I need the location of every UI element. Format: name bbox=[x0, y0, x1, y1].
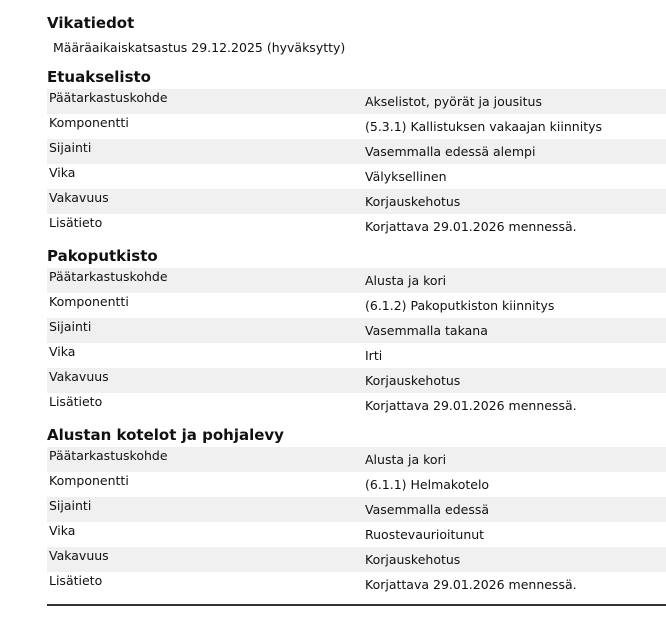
defect-row-severity bbox=[47, 368, 666, 393]
defect-row-additional-info bbox=[47, 214, 666, 239]
defect-section bbox=[47, 66, 666, 239]
defect-row-fault bbox=[47, 164, 666, 189]
defect-row-main-item bbox=[47, 447, 666, 472]
row-value: Alusta ja kori bbox=[365, 452, 447, 467]
defect-row-fault bbox=[47, 343, 666, 368]
defect-row-location bbox=[47, 139, 666, 164]
defect-row-additional-info bbox=[47, 393, 666, 418]
row-label: Lisätieto bbox=[49, 394, 103, 409]
defect-row-main-item bbox=[47, 268, 666, 293]
inspection-summary: Määräaikaiskatsastus 29.12.2025 (hyväksytty) bbox=[53, 40, 346, 55]
row-value: Irti bbox=[365, 348, 383, 363]
row-value: Korjauskehotus bbox=[365, 194, 461, 209]
row-value: Ruostevaurioitunut bbox=[365, 527, 485, 542]
row-value: Korjauskehotus bbox=[365, 373, 461, 388]
row-value: Alusta ja kori bbox=[365, 273, 447, 288]
section-title: Alustan kotelot ja pohjalevy bbox=[47, 426, 284, 444]
row-value: Välyksellinen bbox=[365, 169, 447, 184]
defect-section bbox=[47, 424, 666, 597]
section-title: Pakoputkisto bbox=[47, 247, 158, 265]
row-label: Vakavuus bbox=[49, 369, 109, 384]
defect-row-severity bbox=[47, 547, 666, 572]
defect-row-severity bbox=[47, 189, 666, 214]
row-label: Vika bbox=[49, 165, 76, 180]
row-label: Vika bbox=[49, 523, 76, 538]
row-label: Sijainti bbox=[49, 319, 92, 334]
row-value: Vasemmalla takana bbox=[365, 323, 488, 338]
row-label: Sijainti bbox=[49, 498, 92, 513]
defect-row-fault bbox=[47, 522, 666, 547]
defect-row-location bbox=[47, 497, 666, 522]
row-value: Akselistot, pyörät ja jousitus bbox=[365, 94, 542, 109]
bottom-divider bbox=[47, 604, 666, 606]
row-label: Komponentti bbox=[49, 294, 129, 309]
defect-row-component bbox=[47, 472, 666, 497]
row-label: Vika bbox=[49, 344, 76, 359]
defect-row-additional-info bbox=[47, 572, 666, 597]
defect-section bbox=[47, 245, 666, 418]
row-value: (6.1.2) Pakoputkiston kiinnitys bbox=[365, 298, 555, 313]
row-value: (6.1.1) Helmakotelo bbox=[365, 477, 490, 492]
row-label: Päätarkastuskohde bbox=[49, 448, 168, 463]
defect-row-component bbox=[47, 114, 666, 139]
row-value: Vasemmalla edessä bbox=[365, 502, 490, 517]
row-value: Korjauskehotus bbox=[365, 552, 461, 567]
row-label: Komponentti bbox=[49, 115, 129, 130]
defect-row-component bbox=[47, 293, 666, 318]
row-value: Korjattava 29.01.2026 mennessä. bbox=[365, 398, 577, 413]
row-label: Lisätieto bbox=[49, 573, 103, 588]
row-label: Lisätieto bbox=[49, 215, 103, 230]
row-label: Päätarkastuskohde bbox=[49, 90, 168, 105]
row-label: Komponentti bbox=[49, 473, 129, 488]
defect-row-location bbox=[47, 318, 666, 343]
page-title: Vikatiedot bbox=[47, 14, 135, 32]
section-title: Etuakselisto bbox=[47, 68, 151, 86]
row-label: Päätarkastuskohde bbox=[49, 269, 168, 284]
row-label: Sijainti bbox=[49, 140, 92, 155]
row-value: (5.3.1) Kallistuksen vakaajan kiinnitys bbox=[365, 119, 602, 134]
row-label: Vakavuus bbox=[49, 190, 109, 205]
row-value: Korjattava 29.01.2026 mennessä. bbox=[365, 577, 577, 592]
row-value: Korjattava 29.01.2026 mennessä. bbox=[365, 219, 577, 234]
defect-row-main-item bbox=[47, 89, 666, 114]
row-value: Vasemmalla edessä alempi bbox=[365, 144, 536, 159]
row-label: Vakavuus bbox=[49, 548, 109, 563]
